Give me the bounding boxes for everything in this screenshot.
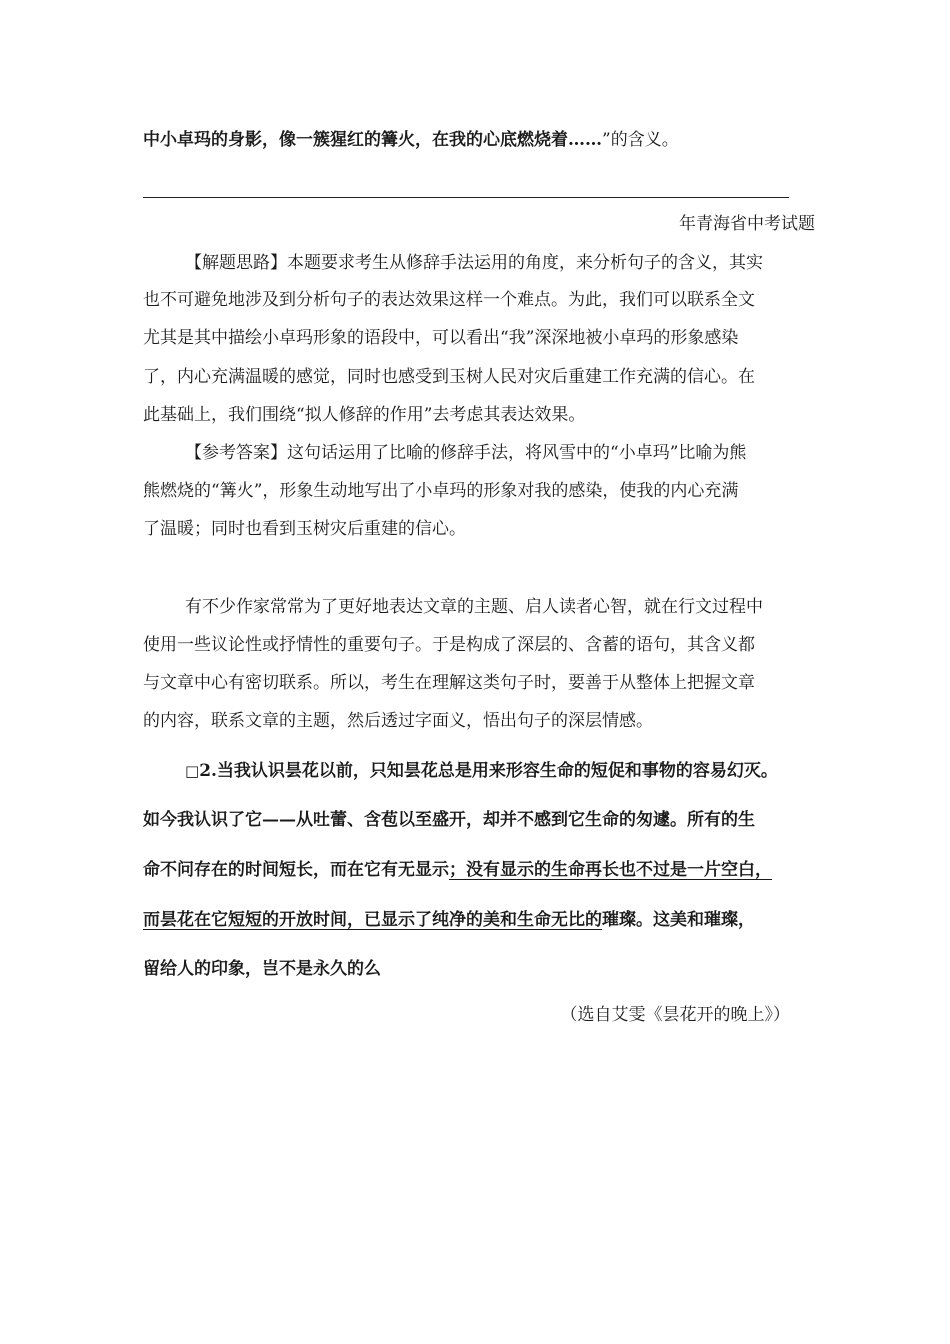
answer-line-1 [185, 441, 746, 465]
checkbox-icon: □ [185, 762, 200, 780]
question2-underlined-3: ；没有显示的生命再长也不过是一片空白， [449, 860, 772, 880]
analysis-line-3: 尤其是其中描绘小卓玛形象的语段中，可以看出“我”深深地被小卓玛的形象感染 [143, 328, 739, 348]
intro-line-2: 使用一些议论性或抒情性的重要句子。于是构成了深层的、含蓄的语句，其含义都 [143, 635, 755, 655]
question2-text-4: 璀璨。这美和璀璨， [602, 910, 755, 930]
citation: （选自艾雯《昙花开的晚上》） [560, 1005, 790, 1025]
answer-line-3: 了温暖；同时也看到玉树灾后重建的信心。 [143, 519, 466, 539]
answer-label: 【参考答案】 [185, 443, 287, 463]
question2-line-4 [143, 908, 755, 932]
analysis-line-4: 了，内心充满温暖的感觉，同时也感受到玉树人民对灾后重建工作充满的信心。在 [143, 367, 755, 387]
analysis-line-2: 也不可避免地涉及到分析句子的表达效果这样一个难点。为此，我们可以联系全文 [143, 290, 755, 310]
quote-bold-text: 中小卓玛的身影，像一簇猩红的篝火，在我的心底燃烧着…… [143, 130, 602, 150]
answer-line-2: 熊燃烧的“篝火”，形象生动地写出了小卓玛的形象对我的感染，使我的内心充满 [143, 481, 739, 501]
intro-line-1: 有不少作家常常为了更好地表达文章的主题、启人读者心智，就在行文过程中 [185, 597, 763, 617]
horizontal-divider [143, 197, 789, 198]
question2-text-3: 命不问存在的时间短长，而在它有无显示 [143, 860, 449, 880]
question2-number: 2. [199, 761, 217, 781]
answer-text: 这句话运用了比喻的修辞手法，将风雪中的“小卓玛”比喻为熊 [287, 443, 747, 463]
source-line: 年青海省中考试题 [679, 214, 815, 234]
question2-underlined-4: 而昙花在它短短的开放时间，已显示了纯净的美和生命无比的 [143, 910, 602, 930]
quote-line [143, 128, 679, 152]
question2-line-2: 如今我认识了它——从吐蕾、含苞以至盛开，却并不感到它生命的匆遽。所有的生 [143, 810, 755, 830]
analysis-label: 【解题思路】 [185, 253, 287, 273]
question2-text-1: 当我认识昙花以前，只知昙花总是用来形容生命的短促和事物的容易幻灭。 [216, 761, 778, 781]
analysis-text: 本题要求考生从修辞手法运用的角度，来分析句子的含义，其实 [287, 253, 763, 273]
question2-line-1 [185, 759, 778, 783]
intro-line-3: 与文章中心有密切联系。所以，考生在理解这类句子时，要善于从整体上把握文章 [143, 673, 755, 693]
quote-tail-text: ”的含义。 [602, 130, 679, 150]
question2-line-5: 留给人的印象，岂不是永久的么 [143, 959, 381, 979]
question2-line-3 [143, 858, 772, 882]
analysis-line-5: 此基础上，我们围绕“拟人修辞的作用”去考虑其表达效果。 [143, 405, 586, 425]
analysis-line-1 [185, 251, 763, 275]
intro-line-4: 的内容，联系文章的主题，然后透过字面义，悟出句子的深层情感。 [143, 711, 653, 731]
